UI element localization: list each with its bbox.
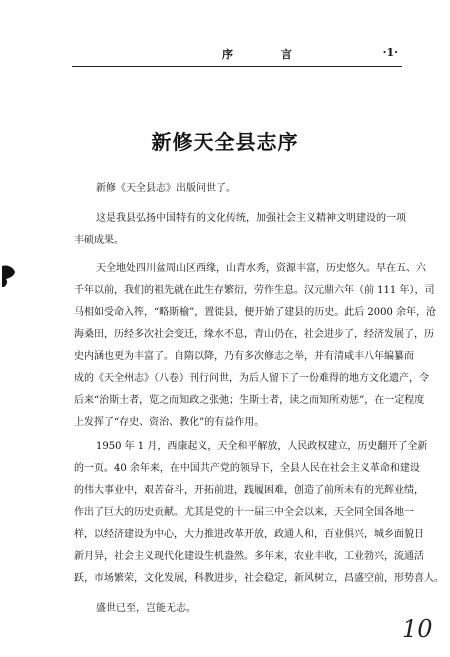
text-line: 的伟大事业中，艰苦奋斗，开拓前进，践履困难，创造了前所未有的光辉业绩，: [74, 485, 424, 496]
text-line: 马相如受命入筰，“略斯榆”，置徙县，便开始了建县的历史。此后 2000 余年，沧: [74, 307, 437, 318]
ink-blot-mark: [2, 258, 16, 288]
text-line: 的一页。40 余年来，在中国共产党的领导下，全县人民在社会主义革命和建设: [74, 463, 420, 474]
text-line: 上发挥了“存史、资治、教化”的有益作用。: [74, 417, 265, 428]
text-line: 新修《天全县志》出版问世了。: [96, 183, 236, 194]
text-line: 这是我县弘扬中国特有的文化传统，加强社会主义精神文明建设的一项: [96, 213, 406, 224]
text-line: 新月异，社会主义现代化建设生机盎然。多年来，农业丰收，工业勃兴，流通活: [74, 551, 424, 562]
handwritten-page-number: 10: [402, 615, 433, 643]
page-number: ·1·: [382, 46, 398, 59]
text-line: 1950 年 1 月，西康起义，天全和平解放，人民政权建立，历史翻开了全新: [96, 441, 428, 452]
running-header: [72, 44, 402, 67]
running-title: 序 言: [222, 48, 314, 61]
text-line: 天全地处四川盆周山区西缘，山青水秀，资源丰富，历史悠久。早在五、六: [96, 263, 426, 274]
text-line: 成的《天全州志》（八卷）刊行问世，为后人留下了一份难得的地方文化遗产，令: [74, 373, 429, 384]
text-line: 海桑田，历经多次社会变迁，缘水不息，青山仍在，社会进步了，经济发展了，历: [74, 329, 434, 340]
text-line: 作出了巨大的历史贡献。尤其是党的十一届三中全会以来，天全同全国各地一: [74, 507, 414, 518]
text-line: 丰硕成果。: [74, 235, 124, 246]
text-line: 盛世已至，岂能无志。: [96, 603, 196, 614]
text-line: 史内涵也更为丰富了。自隋以降，乃有多次修志之举，并有清咸丰八年编纂而: [74, 351, 414, 362]
text-line: 后来“治斯土者，览之而知政之张弛；生斯土者，读之而知所劝惩”，在一定程度: [74, 395, 425, 406]
text-line: 千年以前，我们的祖先就在此生存繁衍，劳作生息。汉元鼎六年（前 111 年），司: [74, 285, 435, 296]
text-line: 样，以经济建设为中心，大力推进改革开放，政通人和，百业俱兴，城乡面貌日: [74, 529, 424, 540]
text-line: 跃，市场繁荣，文化发展，科教进步，社会稳定，新风树立，昌盛空前，形势喜人。: [74, 573, 444, 584]
page-title: 新修天全县志序: [151, 130, 299, 154]
